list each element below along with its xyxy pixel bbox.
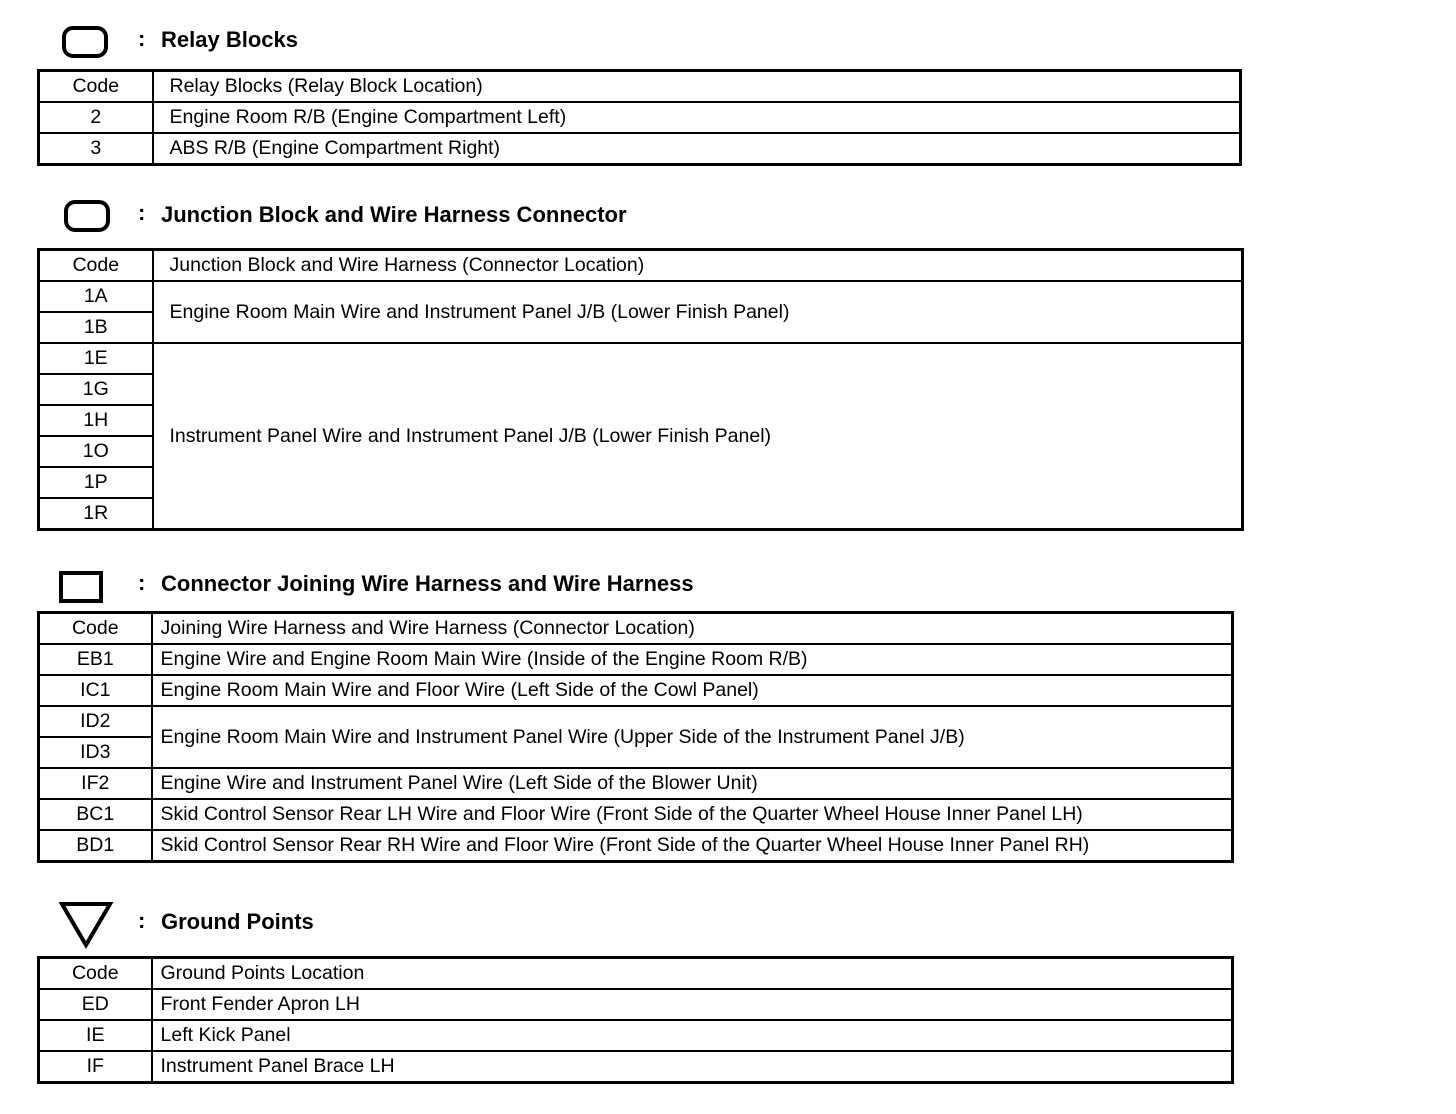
location-cell: Instrument Panel Brace LH	[152, 1051, 1233, 1083]
location-cell: Skid Control Sensor Rear LH Wire and Floor Wire (Front Side of the Quarter Wheel House Inner Panel LH)	[152, 799, 1233, 830]
location-cell: Engine Wire and Instrument Panel Wire (Left Side of the Blower Unit)	[152, 768, 1233, 799]
location-cell: Engine Room Main Wire and Floor Wire (Left Side of the Cowl Panel)	[152, 675, 1233, 706]
table-row	[39, 830, 1233, 862]
table-row	[39, 281, 1243, 312]
location-header: Ground Points Location	[152, 958, 1233, 990]
location-header: Junction Block and Wire Harness (Connector Location)	[153, 250, 1243, 282]
table-row	[39, 1051, 1233, 1083]
code-cell: IC1	[39, 675, 152, 706]
code-header: Code	[39, 613, 152, 645]
table-row	[39, 768, 1233, 799]
table-header-row	[39, 71, 1241, 103]
table-header-row	[39, 250, 1243, 282]
code-cell: ED	[39, 989, 152, 1020]
code-header: Code	[39, 250, 153, 282]
table-row	[39, 799, 1233, 830]
location-cell: Skid Control Sensor Rear RH Wire and Floor Wire (Front Side of the Quarter Wheel House Inner Panel RH)	[152, 830, 1233, 862]
section-title-connector-joining: Connector Joining Wire Harness and Wire Harness	[161, 571, 694, 596]
table-row	[39, 706, 1233, 737]
section-colon: :	[138, 26, 146, 51]
code-cell: 2	[39, 102, 153, 133]
section-title-junction-block: Junction Block and Wire Harness Connector	[161, 202, 627, 227]
location-cell: Engine Room R/B (Engine Compartment Left)	[153, 102, 1241, 133]
code-cell: ID3	[39, 737, 152, 768]
code-cell: 1E	[39, 343, 153, 374]
section-colon: :	[138, 570, 146, 595]
location-header: Relay Blocks (Relay Block Location)	[153, 71, 1241, 103]
location-cell: ABS R/B (Engine Compartment Right)	[153, 133, 1241, 165]
rounded-rect-icon	[62, 26, 108, 58]
table-row	[39, 133, 1241, 165]
code-cell: BD1	[39, 830, 152, 862]
rounded-rect-icon	[64, 200, 110, 232]
code-cell: EB1	[39, 644, 152, 675]
table-row	[39, 644, 1233, 675]
code-cell: IF2	[39, 768, 152, 799]
section-colon: :	[138, 908, 146, 933]
section-title-relay-blocks: Relay Blocks	[161, 27, 298, 52]
location-cell: Engine Wire and Engine Room Main Wire (Inside of the Engine Room R/B)	[152, 644, 1233, 675]
code-cell: 1P	[39, 467, 153, 498]
code-cell: 1A	[39, 281, 153, 312]
relay-blocks-table	[37, 69, 1242, 166]
code-cell: 1B	[39, 312, 153, 343]
down-triangle-icon	[58, 901, 114, 949]
table-row	[39, 102, 1241, 133]
code-header: Code	[39, 958, 152, 990]
table-header-row	[39, 958, 1233, 990]
table-row	[39, 343, 1243, 374]
rectangle-icon	[59, 571, 103, 603]
location-cell: Instrument Panel Wire and Instrument Panel J/B (Lower Finish Panel)	[153, 343, 1243, 530]
code-cell: IF	[39, 1051, 152, 1083]
code-cell: ID2	[39, 706, 152, 737]
code-header: Code	[39, 71, 153, 103]
section-colon: :	[138, 200, 146, 225]
code-cell: 1O	[39, 436, 153, 467]
location-cell: Engine Room Main Wire and Instrument Panel J/B (Lower Finish Panel)	[153, 281, 1243, 343]
ground-points-table	[37, 956, 1234, 1084]
location-cell: Front Fender Apron LH	[152, 989, 1233, 1020]
junction-block-table	[37, 248, 1244, 531]
table-header-row	[39, 613, 1233, 645]
code-cell: 1R	[39, 498, 153, 530]
code-cell: BC1	[39, 799, 152, 830]
code-cell: 1G	[39, 374, 153, 405]
code-cell: 1H	[39, 405, 153, 436]
table-row	[39, 989, 1233, 1020]
location-header: Joining Wire Harness and Wire Harness (Connector Location)	[152, 613, 1233, 645]
code-cell: IE	[39, 1020, 152, 1051]
section-title-ground-points: Ground Points	[161, 909, 314, 934]
location-cell: Left Kick Panel	[152, 1020, 1233, 1051]
code-cell: 3	[39, 133, 153, 165]
connector-joining-table	[37, 611, 1234, 863]
table-row	[39, 1020, 1233, 1051]
table-row	[39, 675, 1233, 706]
location-cell: Engine Room Main Wire and Instrument Panel Wire (Upper Side of the Instrument Panel J/B)	[152, 706, 1233, 768]
